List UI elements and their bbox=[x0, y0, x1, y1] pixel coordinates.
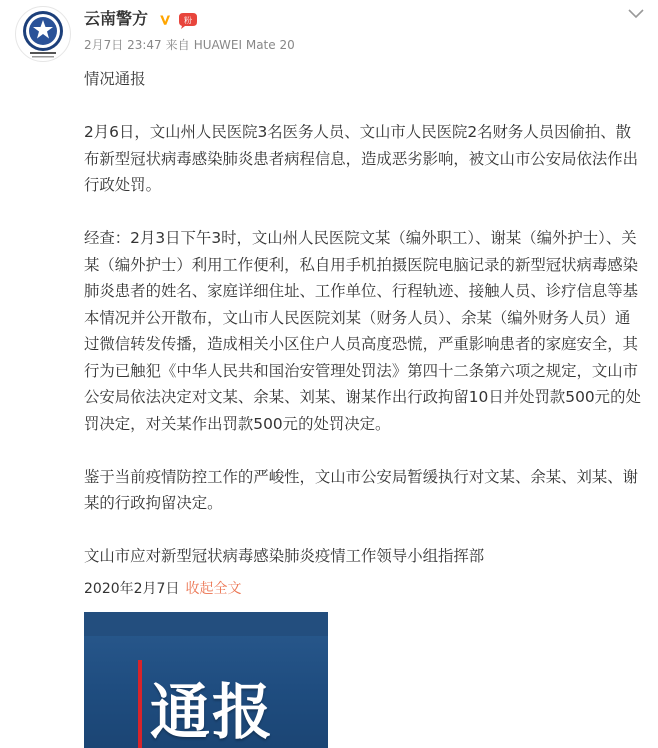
device-name[interactable]: HUAWEI Mate 20 bbox=[193, 38, 295, 52]
post-title: 情况通报 bbox=[84, 70, 146, 88]
member-badge-icon[interactable] bbox=[177, 11, 199, 29]
post-date-line bbox=[84, 578, 241, 600]
avatar[interactable] bbox=[15, 6, 71, 62]
verified-v-icon bbox=[157, 12, 173, 28]
image-header-stripe bbox=[84, 612, 328, 636]
post-body bbox=[84, 66, 644, 570]
image-red-bar bbox=[138, 660, 142, 748]
paragraph-investigation: 经查：2月3日下午3时，文山州人民医院文某（编外职工）、谢某（编外护士）、关某（编外护士）利用工作便利，私自用手机拍摄医院电脑记录的新型冠状病毒感染肺炎患者的姓名、家庭详细住址、工作单位、行程轨迹、接触人员、诊疗信息等基本情况并公开散布，文山市人民医院刘某（财务人员）、余某（编外财务人员）通过微信转发传播，造成相关小区住户人员高度恐慌，严重影响患者的家庭安全，其行为已触犯《中华人民共和国治安管理处罚法》第四十二条第六项之规定，文山市公安局依法决定对文某、余某、刘某、谢某作出行政拘留10日并处罚款500元的处罚决定，对关某作出罚款500元的处罚决定。 bbox=[84, 229, 641, 433]
paragraph-incident: 2月6日，文山州人民医院3名医务人员、文山市人民医院2名财务人员因偷拍、散布新型冠状病毒感染肺炎患者病程信息，造成恶劣影响，被文山市公安局依法作出行政处罚。 bbox=[84, 123, 639, 194]
member-badge-label: 粉 bbox=[184, 16, 192, 25]
paragraph-issuer: 文山市应对新型冠状病毒感染肺炎疫情工作领导小组指挥部 bbox=[84, 547, 485, 565]
chevron-down-icon[interactable] bbox=[627, 8, 645, 20]
police-emblem-icon bbox=[16, 7, 70, 61]
paragraph-decision: 鉴于当前疫情防控工作的严峻性，文山市公安局暂缓执行对文某、余某、刘某、谢某的行政拘留决定。 bbox=[84, 467, 639, 512]
post-date: 2020年2月7日 bbox=[84, 581, 180, 597]
post-meta bbox=[84, 36, 295, 54]
image-title: 通报 bbox=[150, 678, 274, 748]
post-time[interactable]: 2月7日 23:47 bbox=[84, 38, 162, 52]
from-label: 来自 bbox=[165, 38, 190, 52]
collapse-link[interactable]: 收起全文 bbox=[185, 581, 242, 597]
attached-image[interactable] bbox=[84, 612, 328, 748]
username[interactable]: 云南警方 bbox=[84, 9, 149, 28]
